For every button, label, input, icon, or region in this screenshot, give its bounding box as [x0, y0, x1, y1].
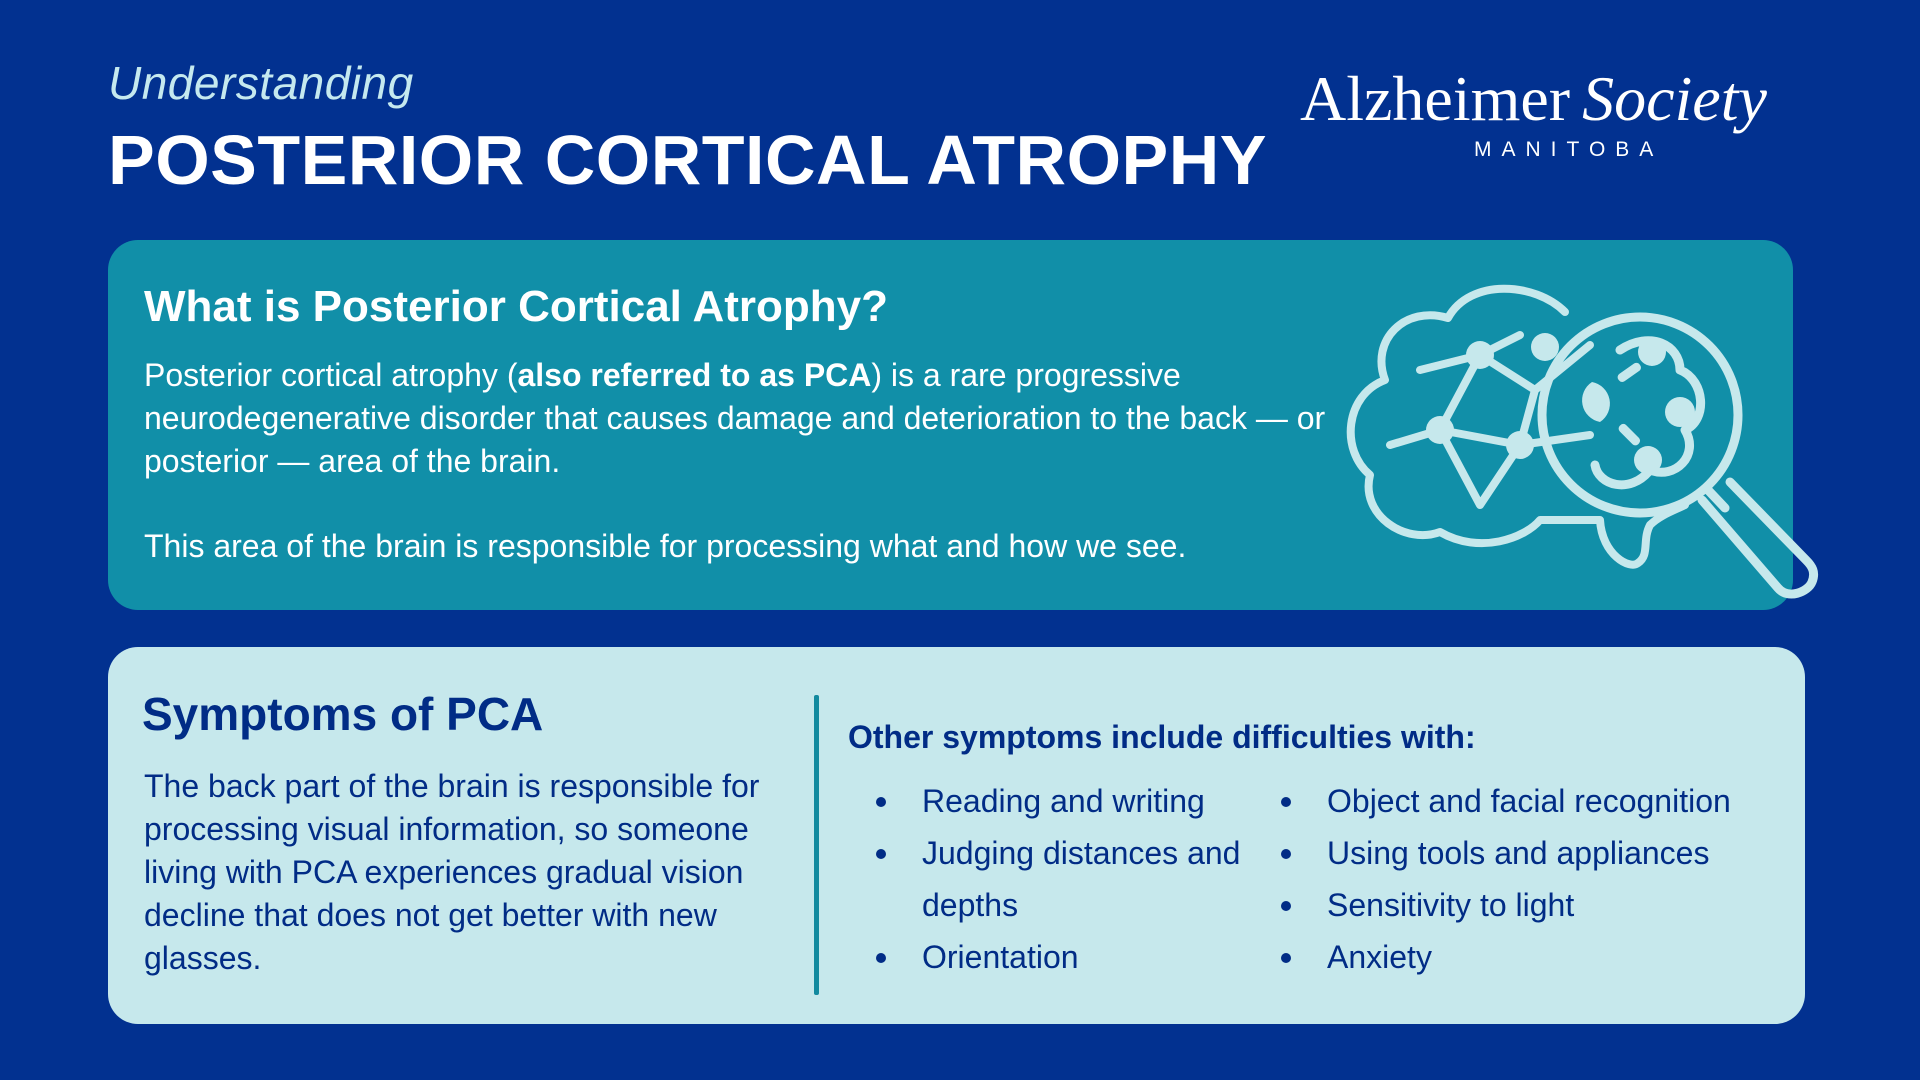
bullet-icon	[1281, 953, 1291, 963]
symptom-label: Anxiety	[1327, 939, 1432, 975]
logo-sub-manitoba: MANITOBA	[1474, 138, 1664, 161]
symptom-label: Judging distances and depths	[922, 835, 1241, 923]
list-item	[1273, 827, 1793, 879]
pca-definition-end: ) is a rare progressive neurodegenerative disorder that causes damage and deterioration to the back — or posterior — area of the brain.	[144, 357, 1326, 479]
logo-word-alzheimer: Alzheimer	[1300, 63, 1571, 134]
pca-definition-start: Posterior cortical atrophy (	[144, 357, 518, 393]
symptom-label: Sensitivity to light	[1327, 887, 1575, 923]
symptoms-list-right	[1273, 775, 1793, 983]
symptoms-paragraph: The back part of the brain is responsible for processing visual information, so someone living with PCA experiences gradual vision decline that does not get better with new glasses.	[144, 768, 760, 976]
other-symptoms-heading: Other symptoms include difficulties with:	[848, 719, 1476, 755]
alzheimer-society-logo	[1300, 62, 1860, 162]
bullet-icon	[1281, 901, 1291, 911]
symptoms-card	[108, 647, 1805, 1024]
bullet-icon	[876, 797, 886, 807]
list-item	[1273, 931, 1793, 983]
vertical-divider	[814, 695, 819, 995]
list-item	[1273, 879, 1793, 931]
bullet-icon	[1281, 849, 1291, 859]
bullet-icon	[1281, 797, 1291, 807]
what-is-pca-heading: What is Posterior Cortical Atrophy?	[144, 282, 889, 331]
symptom-label: Using tools and appliances	[1327, 835, 1710, 871]
list-item	[1273, 775, 1793, 827]
subtitle-understanding: Understanding	[108, 57, 414, 109]
list-item	[868, 775, 1248, 827]
bullet-icon	[876, 849, 886, 859]
brain-area-paragraph: This area of the brain is responsible for processing what and how we see.	[144, 528, 1187, 564]
bullet-icon	[876, 953, 886, 963]
logo-word-society: Society	[1582, 63, 1767, 134]
list-item	[868, 827, 1248, 931]
magnifier-handle	[1702, 482, 1814, 594]
symptom-label: Orientation	[922, 939, 1079, 975]
brain-outline	[1351, 289, 1685, 565]
brain-magnifier-icon	[1330, 270, 1870, 630]
list-item	[868, 931, 1248, 983]
page-title: POSTERIOR CORTICAL ATROPHY	[108, 121, 1267, 199]
symptom-label: Reading and writing	[922, 783, 1205, 819]
symptom-label: Object and facial recognition	[1327, 783, 1731, 819]
what-is-pca-paragraph	[144, 354, 1344, 483]
symptoms-heading: Symptoms of PCA	[142, 688, 544, 740]
symptoms-list-left	[868, 775, 1248, 983]
pca-aka-bold: also referred to as PCA	[517, 357, 872, 393]
